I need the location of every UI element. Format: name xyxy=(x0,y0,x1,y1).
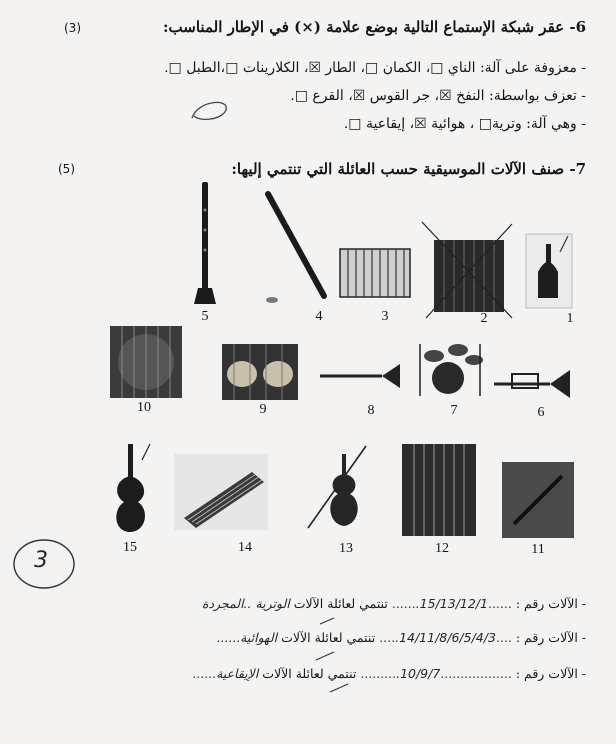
q6-line-3: - وهي آلة: وترية□ ، هوائية ☒، إيقاعية □. xyxy=(343,116,586,132)
instrument-number-10: 10 xyxy=(137,400,151,415)
instrument-number-1: 1 xyxy=(566,311,574,326)
answer-3-suffix: تنتمي لعائلة الآلات xyxy=(262,666,357,681)
instrument-number-9: 9 xyxy=(259,402,267,417)
answer-line-1: - الآلات رقم : ......15/13/12/1....... تنتمي لعائلة الآلات الوترية ..المجردة xyxy=(201,596,586,611)
instrument-6-trumpet xyxy=(490,362,576,406)
instrument-number-7: 7 xyxy=(450,403,458,418)
instrument-12-harp-photo xyxy=(400,442,478,538)
instrument-number-4: 4 xyxy=(315,309,323,324)
instrument-number-6: 6 xyxy=(537,405,545,420)
question-6-title: 6- عقر شبكة الإستماع التالية بوضع علامة (×) في الإطار المناسب: xyxy=(163,18,586,36)
question-7-score: (5) xyxy=(58,162,75,176)
question-6-score: (3) xyxy=(64,21,81,35)
q6-line-1: - معزوفة على آلة: الناي □، الكمان □، الطار ☒، الكلارينات □،الطبل □. xyxy=(164,60,586,76)
instrument-number-14: 14 xyxy=(238,540,252,555)
answer-3-prefix: - الآلات رقم : xyxy=(515,666,586,681)
grade-value: 3 xyxy=(34,548,48,573)
instrument-number-2: 2 xyxy=(480,311,488,326)
answer-line-2: - الآلات رقم : ....14/11/8/6/5/4/3..... تنتمي لعائلة الآلات الهوائية...... xyxy=(216,630,586,645)
instrument-4-oboe xyxy=(258,188,338,308)
instrument-15-double-bass xyxy=(110,440,160,536)
instrument-5-clarinet xyxy=(190,180,220,308)
instrument-9-cymbals xyxy=(220,342,300,402)
instrument-number-5: 5 xyxy=(201,309,209,324)
instrument-8-trumpet-long xyxy=(316,358,406,394)
answer-2-numbers: 14/11/8/6/5/4/3. xyxy=(395,630,496,645)
answer-3-numbers: 10/9/7. xyxy=(396,666,441,681)
check-marks xyxy=(300,612,380,712)
instrument-7-drum-kit xyxy=(414,336,486,400)
instrument-number-13: 13 xyxy=(339,541,353,556)
instrument-3-accordion xyxy=(336,243,414,303)
answer-1-numbers: 15/13/12/1. xyxy=(415,596,488,611)
answer-1-prefix: - الآلات رقم : xyxy=(515,596,586,611)
answer-line-3: - الآلات رقم : ..................10/9/7.......... تنتمي لعائلة الآلات الإيقاعية...... xyxy=(192,666,586,681)
instrument-number-12: 12 xyxy=(435,541,449,556)
answer-2-prefix: - الآلات رقم : xyxy=(515,630,586,645)
answer-1-suffix: تنتمي لعائلة الآلات xyxy=(293,596,388,611)
instrument-number-3: 3 xyxy=(381,309,389,324)
instrument-10-drum-head xyxy=(108,324,184,400)
answer-3-family: الإيقاعية xyxy=(216,666,259,681)
q6-line-2: - تعزف بواسطة: النفخ ☒، جر القوس ☒، القرع □. xyxy=(290,88,586,104)
instrument-2-crossed xyxy=(420,220,516,320)
instrument-14-zither xyxy=(172,452,270,532)
answer-2-suffix: تنتمي لعائلة الآلات xyxy=(281,630,376,645)
instrument-number-15: 15 xyxy=(123,540,137,555)
answer-2-family: الهوائية xyxy=(240,630,278,645)
instrument-11-flute-photo xyxy=(500,460,576,540)
instrument-13-violin xyxy=(300,440,376,536)
instrument-number-8: 8 xyxy=(367,403,375,418)
answer-1-family: الوترية ..المجردة xyxy=(201,596,290,611)
instrument-1-harp xyxy=(524,232,574,310)
question-7-title: 7- صنف الآلات الموسيقية حسب العائلة التي تنتمي إليها: xyxy=(231,160,586,178)
pen-mark xyxy=(186,92,236,132)
instrument-number-11: 11 xyxy=(531,542,545,557)
